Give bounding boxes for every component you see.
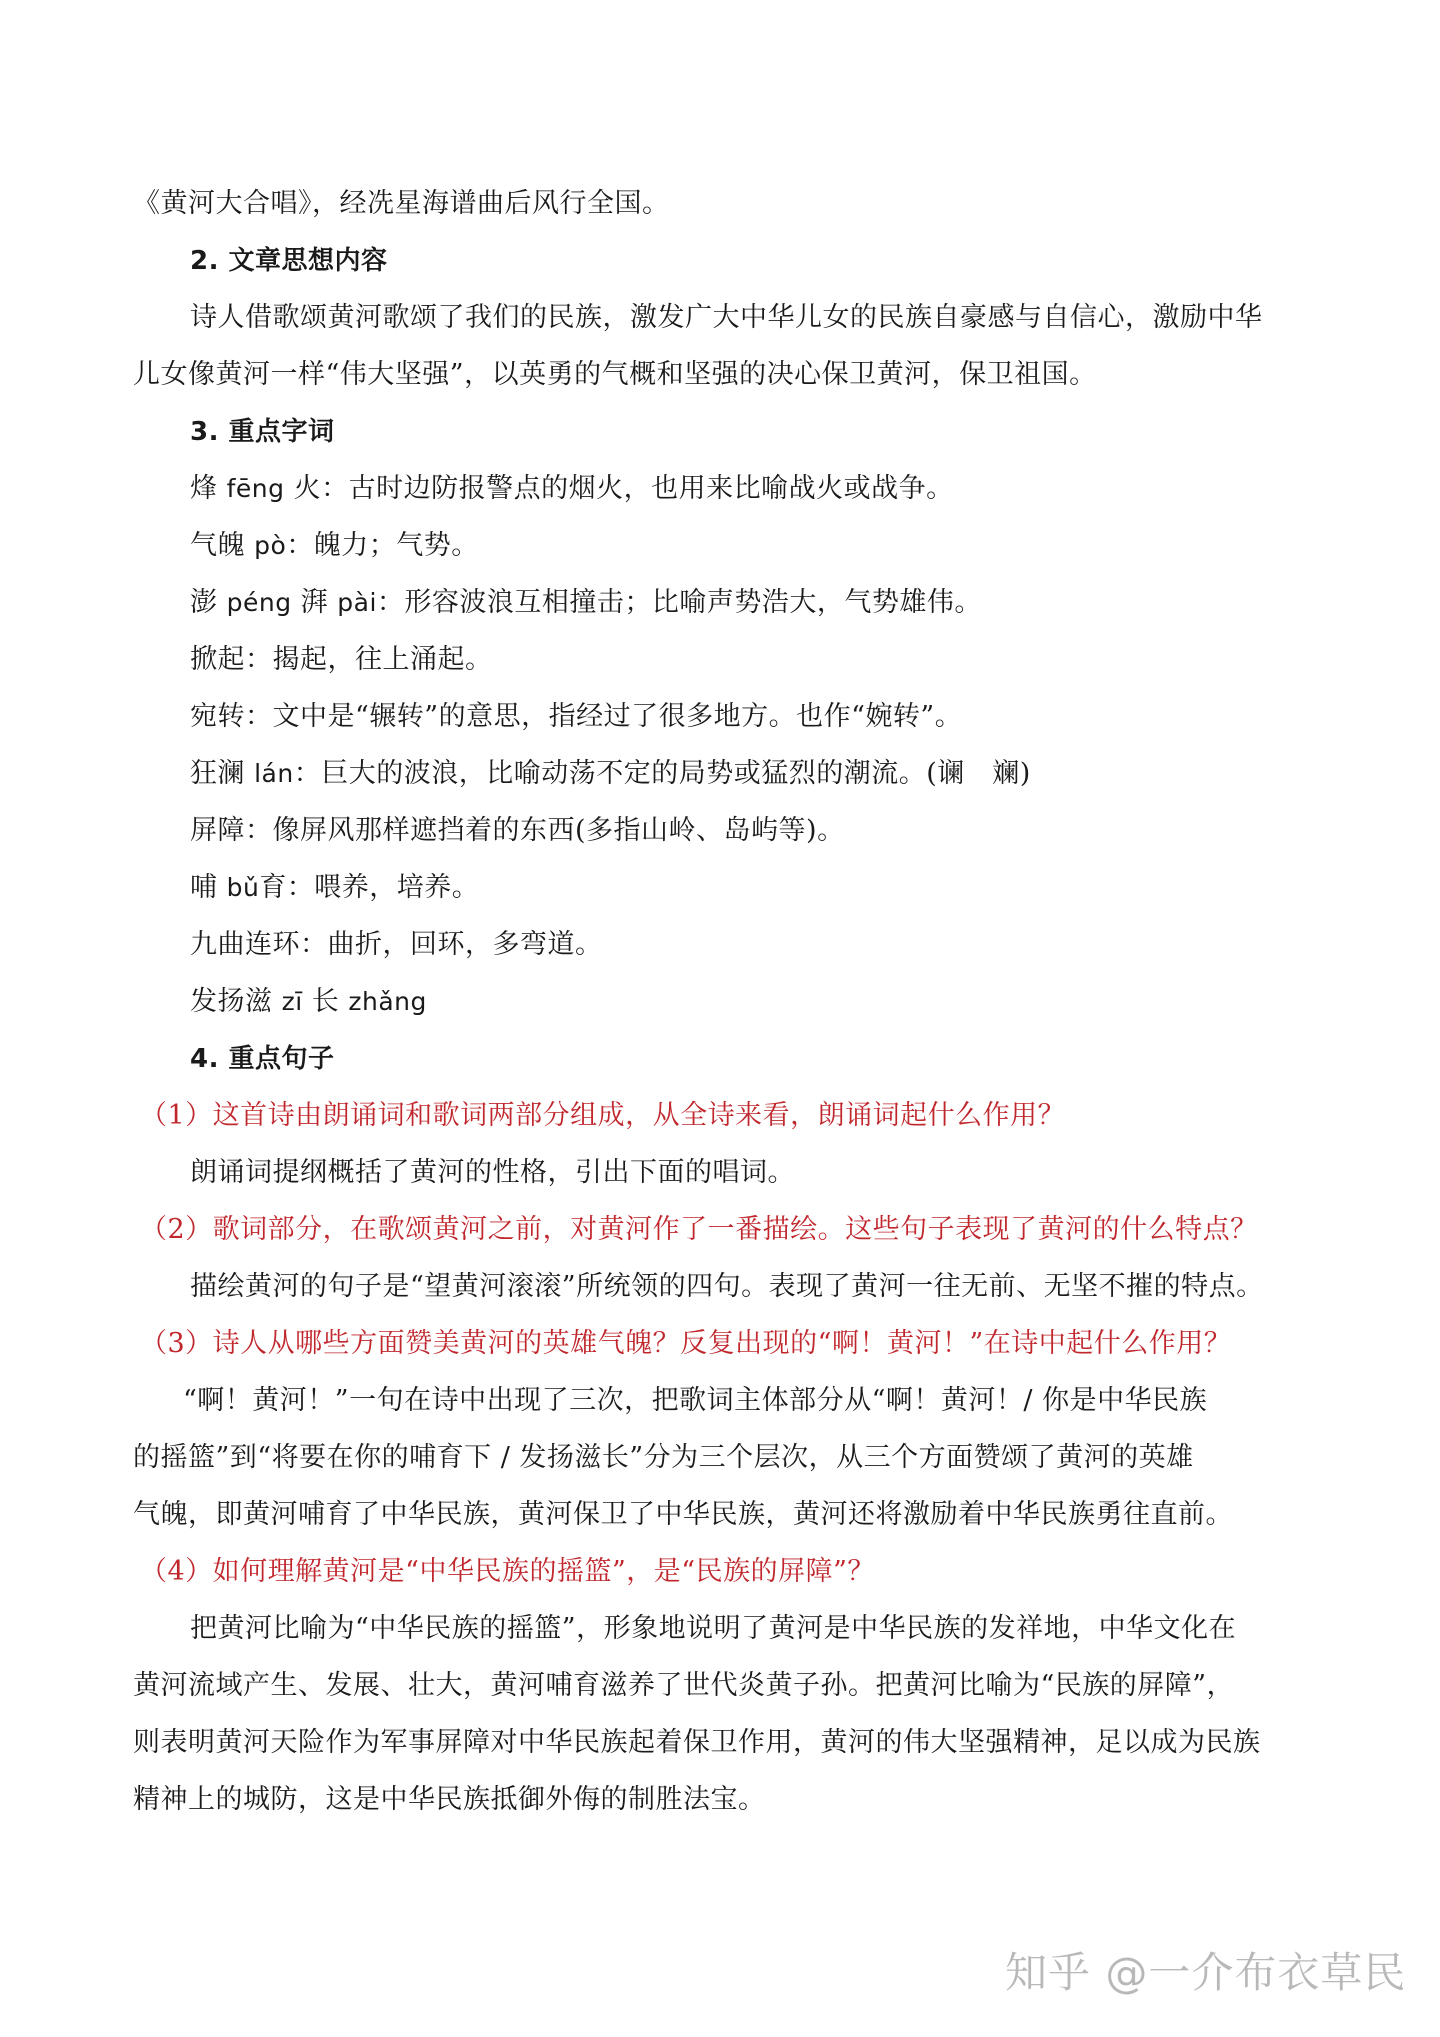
answer-3-line-3: 气魄，即黄河哺育了中华民族，黄河保卫了中华民族，黄河还将激励着中华民族勇往直前。 (133, 1499, 1233, 1530)
vocab-definition: 火：古时边防报警点的烟火，也用来比喻战火或战争。 (293, 473, 954, 504)
vocab-word: 哺 (190, 872, 218, 903)
question-4: （4）如何理解黄河是“中华民族的摇篮”，是“民族的屏障”？ (140, 1556, 875, 1587)
question-1: （1）这首诗由朗诵词和歌词两部分组成，从全诗来看，朗诵词起什么作用？ (140, 1100, 1066, 1131)
content-paragraph-line-1: 诗人借歌颂黄河歌颂了我们的民族，激发广大中华儿女的民族自豪感与自信心，激励中华 (190, 302, 1263, 333)
content-paragraph-line-2: 儿女像黄河一样“伟大坚强”，以英勇的气概和坚强的决心保卫黄河，保卫祖国。 (133, 359, 1097, 390)
intro-tail-line: 《黄河大合唱》，经冼星海谱曲后风行全国。 (133, 188, 670, 219)
vocab-pinyin: péng (226, 588, 292, 617)
vocab-entry (190, 469, 1370, 509)
question-2: （2）歌词部分，在歌颂黄河之前，对黄河作了一番描绘。这些句子表现了黄河的什么特点？ (140, 1214, 1258, 1245)
answer-3-line-1: “啊！黄河！”一句在诗中出现了三次，把歌词主体部分从“啊！黄河！/ 你是中华民族 (183, 1385, 1208, 1416)
vocab-entry: 掀起：揭起，往上涌起。 (190, 644, 493, 675)
vocab-entry: 屏障：像屏风那样遮挡着的东西(多指山岭、岛屿等)。 (190, 815, 845, 846)
vocab-pinyin: zī (281, 987, 303, 1016)
answer-1-line-1: 朗诵词提纲概括了黄河的性格，引出下面的唱词。 (190, 1157, 795, 1188)
vocab-word: 烽 (190, 473, 218, 504)
vocab-definition: 育：喂养，培养。 (259, 872, 480, 903)
vocab-entry (190, 754, 1370, 794)
vocab-entry (190, 982, 1370, 1022)
vocab-word: 发扬滋 (190, 986, 273, 1017)
answer-2-line-1: 描绘黄河的句子是“望黄河滚滚”所统领的四句。表现了黄河一往无前、无坚不摧的特点。 (190, 1271, 1264, 1302)
vocab-entry (190, 583, 1370, 623)
section-heading-3: 3. 重点字词 (190, 417, 335, 447)
answer-4-line-4: 精神上的城防，这是中华民族抵御外侮的制胜法宝。 (133, 1784, 766, 1815)
vocab-entry: 九曲连环：曲折，回环，多弯道。 (190, 929, 603, 960)
vocab-pinyin: zhǎng (348, 987, 427, 1016)
answer-4-line-3: 则表明黄河天险作为军事屏障对中华民族起着保卫作用，黄河的伟大坚强精神，足以成为民族 (133, 1727, 1261, 1758)
vocab-entry (190, 526, 1370, 566)
zhihu-watermark: 知乎 @一介布衣草民 (1005, 1948, 1407, 1997)
vocab-word: 长 (311, 986, 340, 1017)
section-heading-2: 2. 文章思想内容 (190, 246, 388, 276)
vocab-definition: ：形容波浪互相撞击；比喻声势浩大，气势雄伟。 (376, 587, 982, 618)
vocab-pinyin: pò (254, 531, 287, 560)
vocab-word: 狂澜 (190, 758, 245, 789)
vocab-pinyin: fēng (226, 474, 285, 503)
vocab-pinyin: bǔ (226, 873, 260, 902)
vocab-word: 气魄 (190, 530, 245, 561)
vocab-definition: ：魄力；气势。 (286, 530, 479, 561)
vocab-entry (190, 868, 1370, 908)
vocab-word: 湃 (300, 587, 329, 618)
vocab-definition: ：巨大的波浪，比喻动荡不定的局势或猛烈的潮流。(谰 斓) (293, 758, 1031, 789)
vocab-word: 澎 (190, 587, 218, 618)
section-heading-4: 4. 重点句子 (190, 1044, 335, 1074)
question-3: （3）诗人从哪些方面赞美黄河的英雄气魄？反复出现的“啊！黄河！”在诗中起什么作用？ (140, 1328, 1232, 1359)
vocab-entry: 宛转：文中是“辗转”的意思，指经过了很多地方。也作“婉转”。 (190, 701, 963, 732)
vocab-pinyin: pài (337, 588, 377, 617)
answer-4-line-2: 黄河流域产生、发展、壮大，黄河哺育滋养了世代炎黄子孙。把黄河比喻为“民族的屏障”， (133, 1670, 1235, 1701)
answer-3-line-2: 的摇篮”到“将要在你的哺育下 / 发扬滋长”分为三个层次，从三个方面赞颂了黄河的英雄 (133, 1442, 1194, 1473)
vocab-pinyin: lán (254, 759, 294, 788)
answer-4-line-1: 把黄河比喻为“中华民族的摇篮”，形象地说明了黄河是中华民族的发祥地，中华文化在 (190, 1613, 1237, 1644)
